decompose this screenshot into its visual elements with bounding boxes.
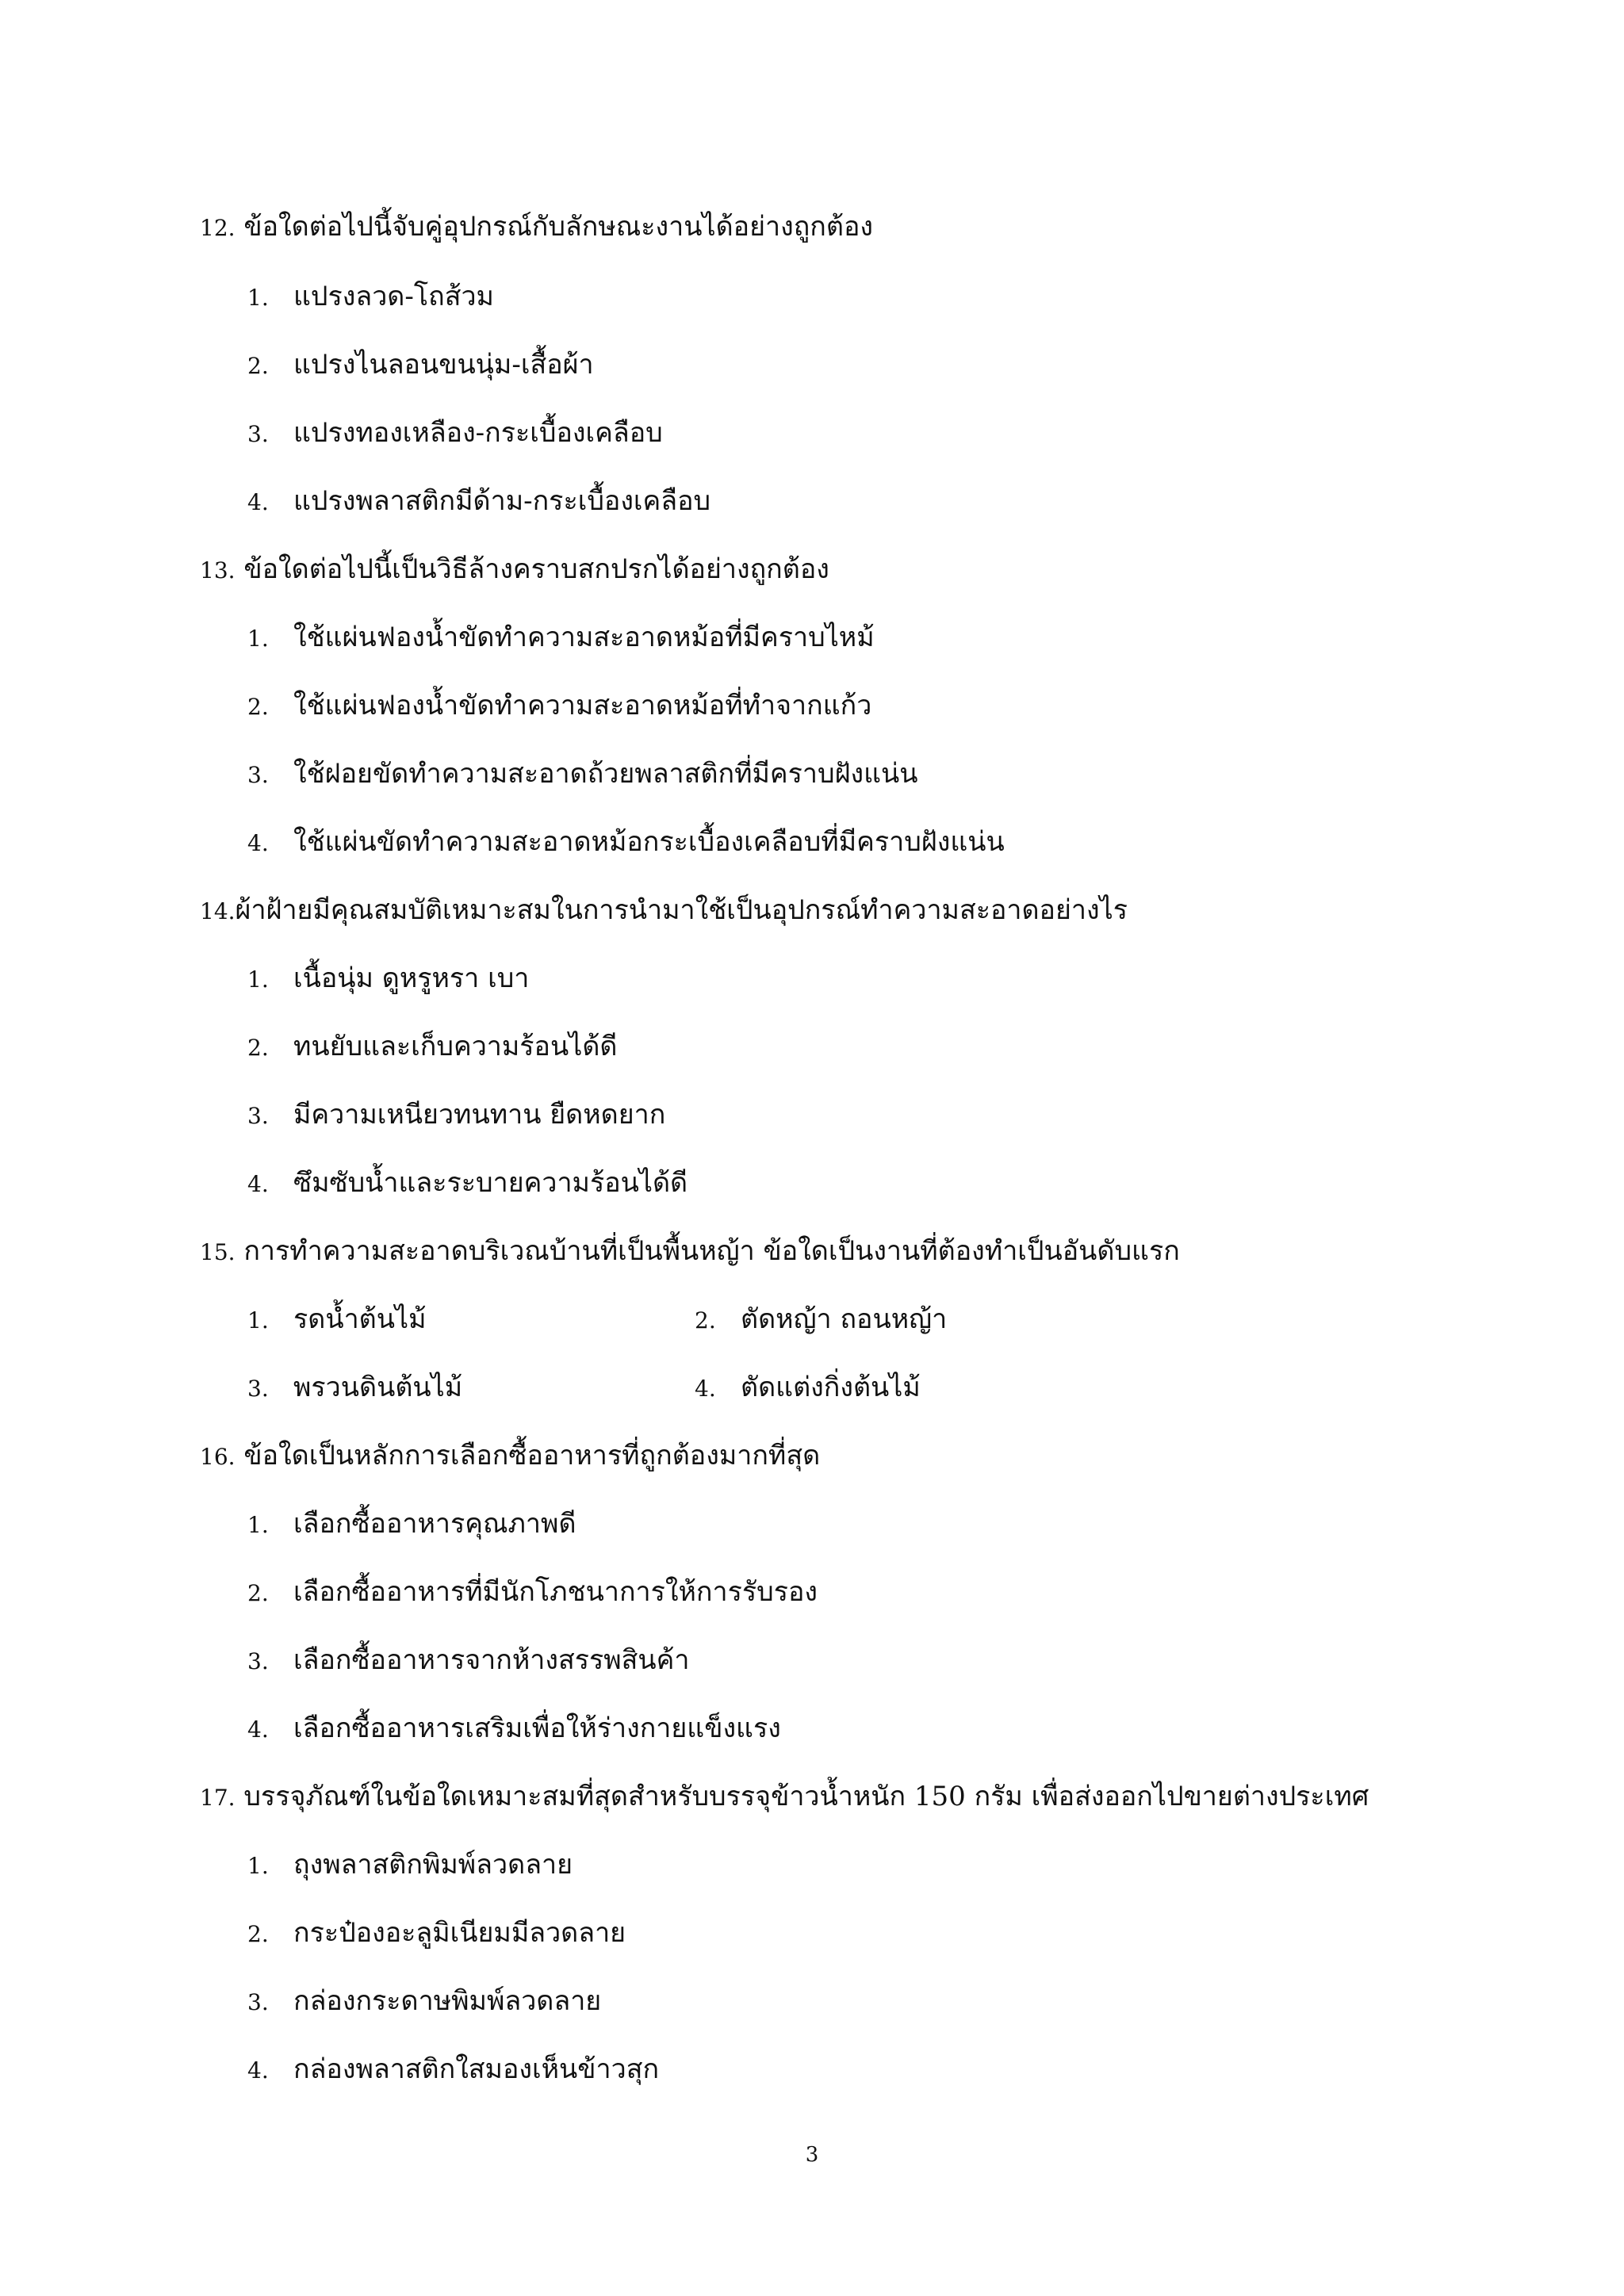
option-number: 2. bbox=[695, 1307, 716, 1334]
option-label: ซึมซับน้ำและระบายความร้อนได้ดี bbox=[293, 1167, 688, 1199]
option-label: แปรงทองเหลือง-กระเบื้องเคลือบ bbox=[293, 417, 663, 449]
option-label: ตัดหญ้า ถอนหญ้า bbox=[741, 1303, 948, 1335]
option-15-1 bbox=[247, 1302, 427, 1338]
option-number: 1. bbox=[247, 1307, 269, 1334]
option-17-4 bbox=[247, 2052, 659, 2088]
option-number: 1. bbox=[247, 1853, 269, 1879]
option-label: ใช้ฝอยขัดทำความสะอาดถ้วยพลาสติกที่มีคราบฝังแน่น bbox=[293, 758, 918, 790]
option-12-4 bbox=[247, 484, 710, 520]
option-number: 4. bbox=[247, 2057, 269, 2084]
page-number: 3 bbox=[805, 2143, 819, 2167]
option-number: 4. bbox=[247, 489, 269, 515]
option-14-1 bbox=[247, 961, 529, 997]
option-label: เลือกซื้ออาหารที่มีนักโภชนาการให้การรับรอง bbox=[293, 1576, 818, 1608]
option-label: ถุงพลาสติกพิมพ์ลวดลาย bbox=[293, 1849, 573, 1881]
option-number: 1. bbox=[247, 285, 269, 311]
option-16-1 bbox=[247, 1506, 576, 1543]
option-16-3 bbox=[247, 1643, 689, 1679]
option-label: ตัดแต่งกิ่งต้นไม้ bbox=[741, 1372, 921, 1403]
option-label: ใช้แผ่นขัดทำความสะอาดหม้อกระเบื้องเคลือบที่มีคราบฝังแน่น bbox=[293, 826, 1005, 858]
option-number: 2. bbox=[247, 1035, 269, 1061]
question-number: 12. bbox=[200, 215, 236, 241]
question-number: 16. bbox=[200, 1444, 236, 1470]
option-label: ใช้แผ่นฟองน้ำขัดทำความสะอาดหม้อที่ทำจากแก้ว bbox=[293, 690, 872, 721]
option-number: 1. bbox=[247, 626, 269, 652]
option-15-2 bbox=[695, 1302, 947, 1338]
option-15-3 bbox=[247, 1370, 462, 1406]
option-label: เลือกซื้ออาหารคุณภาพดี bbox=[293, 1508, 576, 1540]
option-label: กล่องพลาสติกใสมองเห็นข้าวสุก bbox=[293, 2053, 660, 2085]
option-number: 3. bbox=[247, 1376, 269, 1402]
option-number: 4. bbox=[247, 830, 269, 856]
option-number: 1. bbox=[247, 1512, 269, 1538]
option-number: 3. bbox=[247, 1103, 269, 1129]
question-label: ข้อใดเป็นหลักการเลือกซื้ออาหารที่ถูกต้องมากที่สุด bbox=[243, 1440, 821, 1471]
option-number: 2. bbox=[247, 694, 269, 720]
question-13-text bbox=[200, 552, 829, 588]
option-14-2 bbox=[247, 1029, 617, 1066]
option-label: กล่องกระดาษพิมพ์ลวดลาย bbox=[293, 1985, 602, 2017]
option-label: รดน้ำต้นไม้ bbox=[293, 1303, 427, 1335]
option-14-3 bbox=[247, 1097, 665, 1134]
question-14-text bbox=[200, 893, 1128, 929]
option-number: 3. bbox=[247, 1648, 269, 1674]
option-number: 3. bbox=[247, 1989, 269, 2015]
option-13-3 bbox=[247, 756, 918, 793]
option-17-2 bbox=[247, 1915, 626, 1952]
option-label: แปรงไนลอนขนนุ่ม-เสื้อผ้า bbox=[293, 349, 594, 381]
option-number: 1. bbox=[247, 966, 269, 993]
question-15-text bbox=[200, 1234, 1180, 1270]
question-label: การทำความสะอาดบริเวณบ้านที่เป็นพื้นหญ้า ข้อใดเป็นงานที่ต้องทำเป็นอันดับแรก bbox=[243, 1235, 1180, 1267]
option-13-1 bbox=[247, 620, 875, 656]
question-16-text bbox=[200, 1438, 820, 1475]
option-label: แปรงพลาสติกมีด้าม-กระเบื้องเคลือบ bbox=[293, 485, 711, 517]
option-number: 2. bbox=[247, 1921, 269, 1947]
option-label: ทนยับและเก็บความร้อนได้ดี bbox=[293, 1031, 618, 1062]
option-label: เนื้อนุ่ม ดูหรูหรา เบา bbox=[293, 962, 530, 994]
question-label: ข้อใดต่อไปนี้เป็นวิธีล้างคราบสกปรกได้อย่างถูกต้อง bbox=[243, 553, 829, 585]
question-label: ข้อใดต่อไปนี้จับคู่อุปกรณ์กับลักษณะงานได้อย่างถูกต้อง bbox=[243, 211, 873, 243]
question-label: ผ้าฝ้ายมีคุณสมบัติเหมาะสมในการนำมาใช้เป็นอุปกรณ์ทำความสะอาดอย่างไร bbox=[235, 894, 1128, 926]
option-label: เลือกซื้ออาหารเสริมเพื่อให้ร่างกายแข็งแรง bbox=[293, 1712, 781, 1744]
option-16-4 bbox=[247, 1711, 781, 1747]
option-14-4 bbox=[247, 1165, 688, 1202]
question-17-text bbox=[200, 1779, 1369, 1816]
question-number: 14. bbox=[200, 898, 236, 924]
option-number: 4. bbox=[247, 1171, 269, 1197]
option-12-2 bbox=[247, 347, 594, 384]
question-number: 17. bbox=[200, 1785, 236, 1811]
option-label: ใช้แผ่นฟองน้ำขัดทำความสะอาดหม้อที่มีคราบไหม้ bbox=[293, 622, 875, 653]
option-label: แปรงลวด-โถส้วม bbox=[293, 281, 494, 312]
option-17-1 bbox=[247, 1847, 573, 1884]
option-number: 2. bbox=[247, 1580, 269, 1606]
option-13-4 bbox=[247, 825, 1005, 861]
question-label: บรรจุภัณฑ์ในข้อใดเหมาะสมที่สุดสำหรับบรรจุข้าวน้ำหนัก 150 กรัม เพื่อส่งออกไปขายต่างประเทศ bbox=[243, 1781, 1369, 1812]
option-15-4 bbox=[695, 1370, 921, 1406]
option-number: 3. bbox=[247, 762, 269, 788]
option-number: 2. bbox=[247, 353, 269, 379]
option-number: 4. bbox=[695, 1376, 716, 1402]
option-label: มีความเหนียวทนทาน ยืดหดยาก bbox=[293, 1099, 666, 1131]
option-label: เลือกซื้ออาหารจากห้างสรรพสินค้า bbox=[293, 1644, 690, 1676]
question-12-text bbox=[200, 209, 873, 246]
option-16-2 bbox=[247, 1575, 818, 1611]
option-12-3 bbox=[247, 415, 663, 452]
option-label: พรวนดินต้นไม้ bbox=[293, 1372, 463, 1403]
option-number: 3. bbox=[247, 421, 269, 447]
question-number: 15. bbox=[200, 1239, 236, 1265]
option-12-1 bbox=[247, 279, 494, 316]
option-number: 4. bbox=[247, 1716, 269, 1743]
option-17-3 bbox=[247, 1984, 601, 2020]
option-label: กระป๋องอะลูมิเนียมมีลวดลาย bbox=[293, 1917, 626, 1949]
question-number: 13. bbox=[200, 557, 236, 584]
option-13-2 bbox=[247, 688, 871, 725]
